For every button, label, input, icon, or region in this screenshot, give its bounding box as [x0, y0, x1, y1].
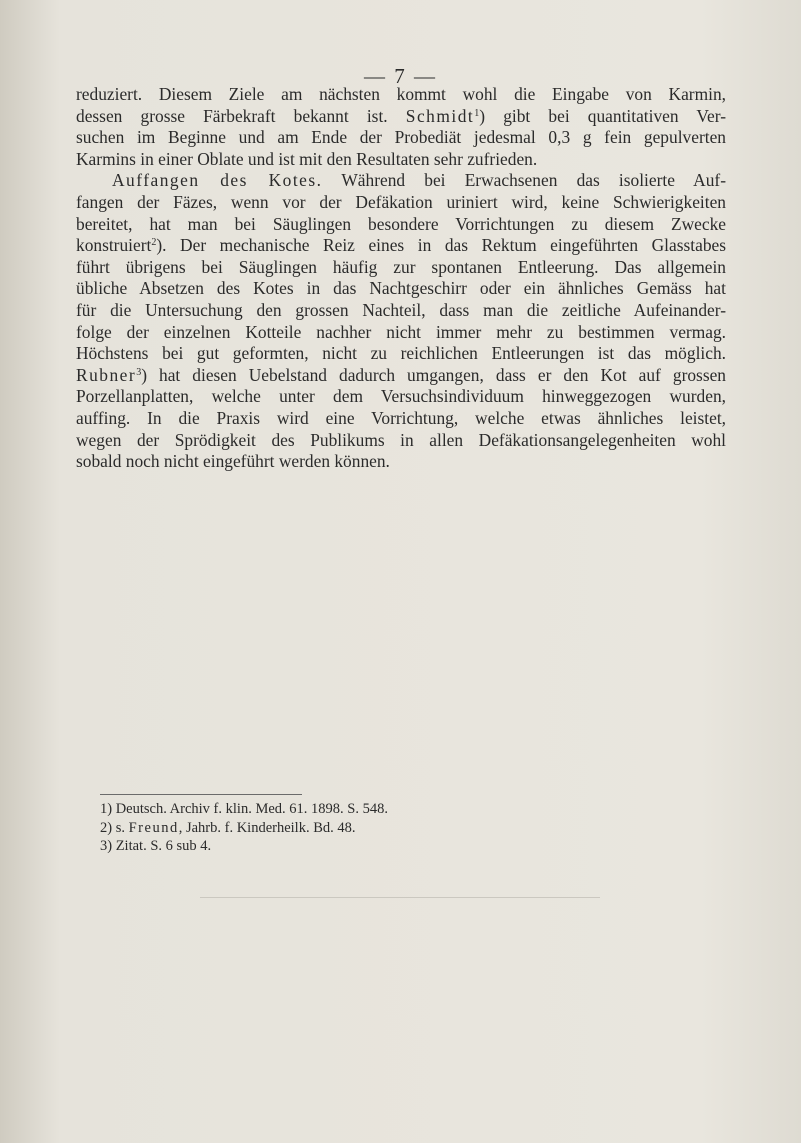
text-run: konstruiert	[76, 235, 152, 256]
text-run: Während bei Erwachsenen das isolierte Auf-	[322, 170, 726, 191]
text-line	[76, 300, 726, 322]
text-line	[76, 214, 726, 236]
spaced-name: Schmidt	[405, 105, 475, 126]
text-run: Porzellanplatten, welche unter dem Versuchsindividuum hinweggezogen wurden,	[76, 386, 726, 407]
faint-rule	[200, 897, 600, 898]
footnote	[100, 800, 600, 819]
text-line	[76, 192, 726, 214]
text-run: wegen der Sprödigkeit des Publikums in allen Defäkationsangelegenheiten wohl	[76, 429, 726, 450]
footnote-marker: 2	[151, 237, 157, 249]
text-run: 2) s.	[100, 819, 129, 836]
text-run: Höchstens bei gut geformten, nicht zu reichlichen Entleerungen ist das möglich.	[76, 343, 726, 364]
text-run: bereitet, hat man bei Säuglingen besondere Vorrichtungen zu diesem Zwecke	[76, 213, 726, 234]
text-run: fangen der Fäzes, wenn vor der Defäkation uriniert wird, keine Schwierigkeiten	[76, 191, 726, 212]
text-run: führt übrigens bei Säuglingen häufig zur spontanen Entleerung. Das allgemein	[76, 256, 726, 277]
text-run: für die Untersuchung den grossen Nachteil, dass man die zeitliche Aufeinander-	[76, 299, 726, 320]
text-line	[76, 451, 726, 473]
text-run: auffing. In die Praxis wird eine Vorrichtung, welche etwas ähnliches leistet,	[76, 407, 726, 428]
text-line	[76, 84, 726, 106]
text-run: 1) Deutsch. Archiv f. klin. Med. 61. 1898. S. 548.	[100, 801, 388, 817]
footnote	[100, 837, 600, 856]
text-line	[76, 257, 726, 279]
spaced-name: Auffangen des Kotes.	[112, 170, 323, 191]
text-line	[76, 365, 726, 387]
text-run: Karmins in einer Oblate und ist mit den Resultaten sehr zufrieden.	[76, 148, 538, 169]
spaced-name: Freund	[128, 819, 179, 836]
text-run: sobald noch nicht eingeführt werden können.	[76, 451, 390, 472]
text-line	[76, 170, 726, 192]
text-line	[76, 430, 726, 452]
text-line	[76, 408, 726, 430]
text-run: ). Der mechanische Reiz eines in das Rektum eingeführten Glasstabes	[156, 235, 726, 256]
text-run: , Jahrb. f. Kinderheilk. Bd. 48.	[178, 819, 356, 836]
footnote	[100, 819, 600, 838]
text-line	[76, 106, 726, 128]
spaced-name: Rubner	[76, 364, 137, 385]
text-run: 3) Zitat. S. 6 sub 4.	[100, 838, 212, 854]
footnote-separator	[100, 794, 302, 795]
text-line	[76, 343, 726, 365]
footnote-marker: 3	[136, 366, 142, 378]
page-number: — 7 —	[364, 64, 437, 88]
text-line	[76, 322, 726, 344]
text-line	[76, 235, 726, 257]
text-line	[76, 386, 726, 408]
footnote-marker: 1	[474, 107, 480, 119]
text-run: folge der einzelnen Kotteile nachher nicht immer mehr zu bestimmen vermag.	[76, 321, 726, 342]
text-run: suchen im Beginne und am Ende der Probediät jedesmal 0,3 g fein gepulverten	[76, 127, 726, 148]
body-text	[76, 84, 726, 473]
text-line	[76, 149, 726, 171]
text-run: übliche Absetzen des Kotes in das Nachtgeschirr oder ein ähnliches Gemäss hat	[76, 278, 726, 299]
footnotes	[100, 800, 600, 856]
text-run: ) gibt bei quantitativen Ver-	[479, 105, 726, 126]
text-run: ) hat diesen Uebelstand dadurch umgangen, dass er den Kot auf grossen	[141, 364, 726, 385]
text-run: reduziert. Diesem Ziele am nächsten kommt wohl die Eingabe von Karmin,	[76, 84, 726, 104]
text-line	[76, 127, 726, 149]
text-line	[76, 278, 726, 300]
text-run: dessen grosse Färbekraft bekannt ist.	[76, 105, 406, 126]
